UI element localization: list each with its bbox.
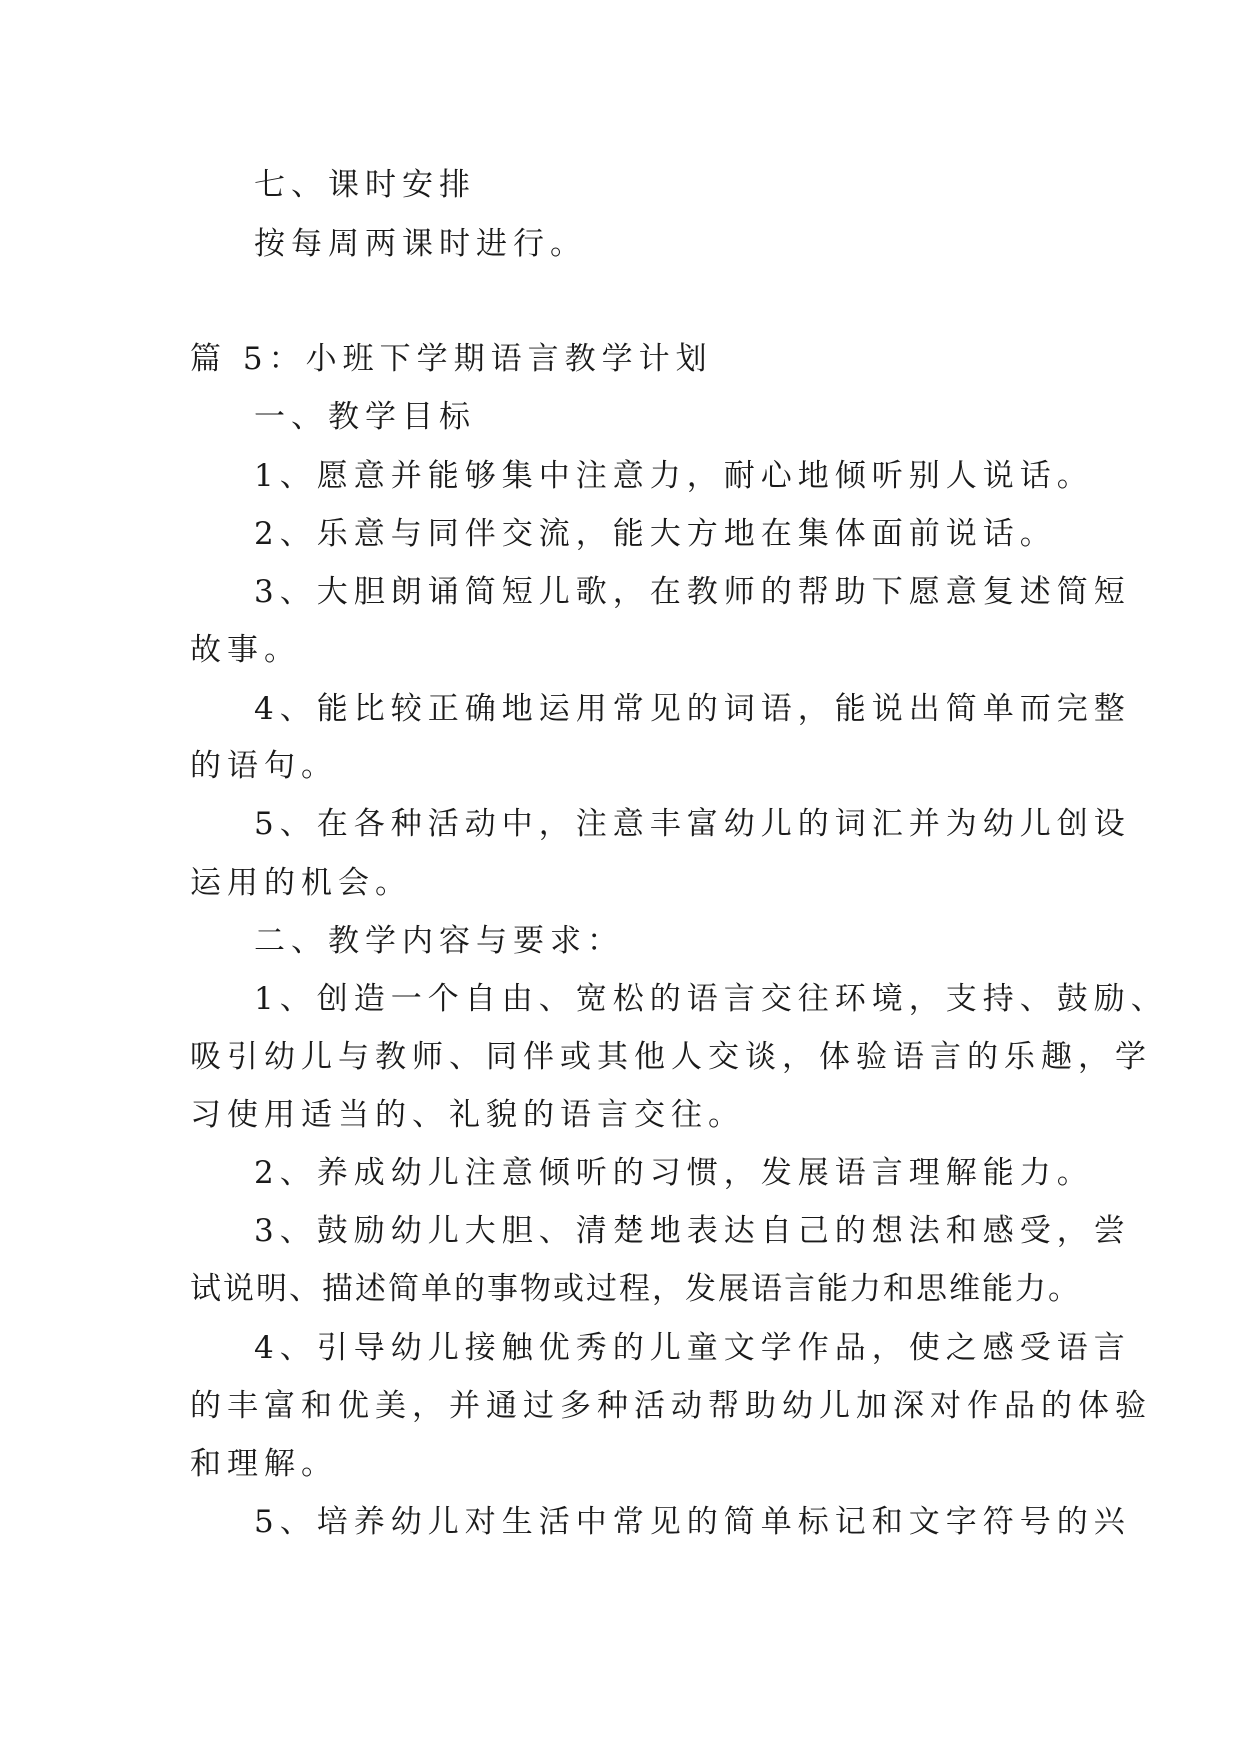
list-item-continuation: 试说明、描述简单的事物或过程，发展语言能力和思维能力。 xyxy=(190,1271,1081,1307)
list-item: 2、养成幼儿注意倾听的习惯，发展语言理解能力。 xyxy=(254,1155,1094,1191)
list-item-continuation: 和理解。 xyxy=(190,1446,338,1482)
list-item-continuation: 的丰富和优美，并通过多种活动帮助幼儿加深对作品的体验 xyxy=(190,1388,1152,1424)
list-item: 5、培养幼儿对生活中常见的简单标记和文字符号的兴 xyxy=(254,1504,1131,1540)
list-item: 4、引导幼儿接触优秀的儿童文学作品，使之感受语言 xyxy=(254,1330,1131,1366)
list-item-continuation: 的语句。 xyxy=(190,748,338,784)
list-item: 3、鼓励幼儿大胆、清楚地表达自己的想法和感受，尝 xyxy=(254,1213,1131,1249)
list-item: 5、在各种活动中，注意丰富幼儿的词汇并为幼儿创设 xyxy=(254,806,1131,842)
list-item-continuation: 习使用适当的、礼貌的语言交往。 xyxy=(190,1097,745,1133)
section-heading: 一、教学目标 xyxy=(254,399,476,435)
list-item-continuation: 运用的机会。 xyxy=(190,865,412,901)
list-item: 3、大胆朗诵简短儿歌，在教师的帮助下愿意复述简短 xyxy=(254,574,1131,610)
section-heading: 二、教学内容与要求： xyxy=(254,923,624,959)
paragraph: 按每周两课时进行。 xyxy=(254,226,587,262)
list-item: 1、愿意并能够集中注意力，耐心地倾听别人说话。 xyxy=(254,458,1094,494)
list-item-continuation: 吸引幼儿与教师、同伴或其他人交谈，体验语言的乐趣，学 xyxy=(190,1039,1152,1075)
list-item: 1、创造一个自由、宽松的语言交往环境，支持、鼓励、 xyxy=(254,981,1168,1017)
section-heading: 七、课时安排 xyxy=(254,167,476,203)
list-item: 2、乐意与同伴交流，能大方地在集体面前说话。 xyxy=(254,516,1057,552)
list-item-continuation: 故事。 xyxy=(190,632,301,668)
article-title: 篇 5：小班下学期语言教学计划 xyxy=(190,341,713,377)
list-item: 4、能比较正确地运用常见的词语，能说出简单而完整 xyxy=(254,691,1131,727)
